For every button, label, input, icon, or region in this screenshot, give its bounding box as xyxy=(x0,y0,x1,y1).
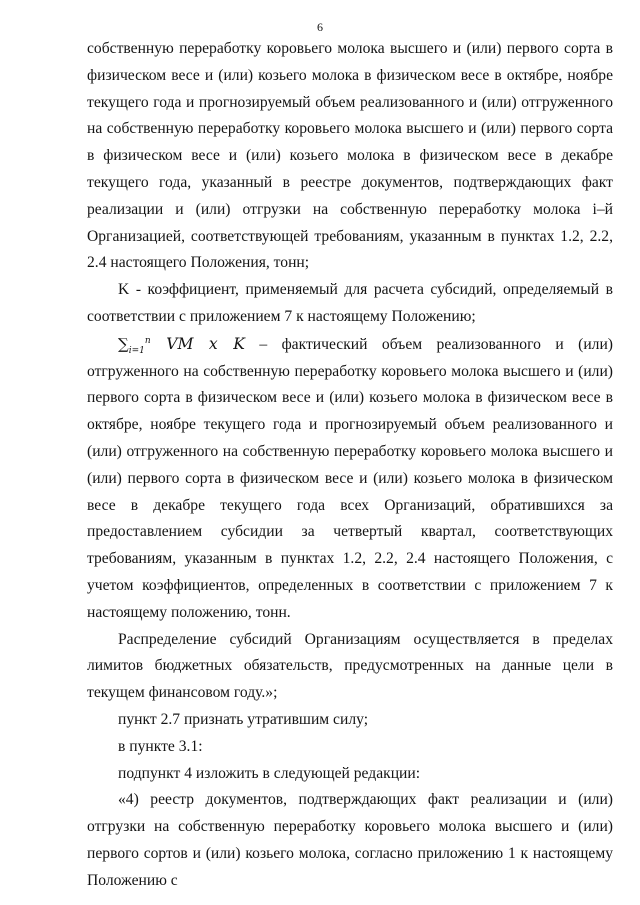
paragraph-3-text: – фактический объем реализованного и (или) отгруженного на собственную переработку коровьего молока высшего и (или) первого сорта в физическом весе и (или) козьего молока в физическом весе в октябре, ноябре текущего года и прогнозируемый объем реализованного и (или) отгруженного на собственную переработку коровьего молока высшего и (или) первого сорта в физическом весе и (или) козьего молока в физическом весе в декабре текущего года всех Организаций, обратившихся за предоставлением субсидии за четвертый квартал, соответствующих требованиям, указанным в пунктах 1.2, 2.2, 2.4 настоящего Положения, с учетом коэффициентов, определенных в соответствии с приложением 7 к настоящему положению, тонн. xyxy=(87,335,613,621)
sum-formula xyxy=(118,334,245,356)
paragraph-2: K - коэффициент, применяемый для расчета субсидий, определяемый в соответствии с приложением 7 к настоящему Положению; xyxy=(87,281,613,325)
sum-sign: ∑ xyxy=(118,334,129,353)
paragraph-1: собственную переработку коровьего молока высшего и (или) первого сорта в физическом весе и (или) козьего молока в физическом весе в октябре, ноябре текущего года и прогнозируемый объем реализованного и (или) отгруженного на собственную переработку коровьего молока высшего и (или) первого сорта в физическом весе и (или) козьего молока в физическом весе в декабре текущего года, указанный в реестре документов, подтверждающих факт реализации и (или) отгрузки на собственную переработку молока i–й Организацией, соответствующей требованиям, указанным в пунктах 1.2, 2.2, 2.4 настоящего Положения, тонн; xyxy=(87,40,613,272)
document-body xyxy=(87,36,613,895)
paragraph-4: Распределение субсидий Организациям осуществляется в пределах лимитов бюджетных обязательств, предусмотренных на данные цели в текущем финансовом году.»; xyxy=(87,630,613,702)
formula-superscript: n xyxy=(144,335,151,346)
paragraph-3 xyxy=(87,331,613,627)
paragraph-6: в пункте 3.1: xyxy=(118,737,203,755)
paragraph-5: пункт 2.7 признать утратившим силу; xyxy=(118,710,369,728)
paragraph-8: «4) реестр документов, подтверждающих факт реализации и (или) отгрузки на собственную переработку коровьего молока высшего и (или) первого сортов и (или) козьего молока, согласно приложению 1 к настоящему Положению с xyxy=(87,791,613,889)
formula-body: VM x K xyxy=(166,334,245,353)
paragraph-7: подпункт 4 изложить в следующей редакции: xyxy=(118,764,421,782)
page-number: 6 xyxy=(317,20,323,34)
formula-subscript: i=1 xyxy=(128,345,145,356)
